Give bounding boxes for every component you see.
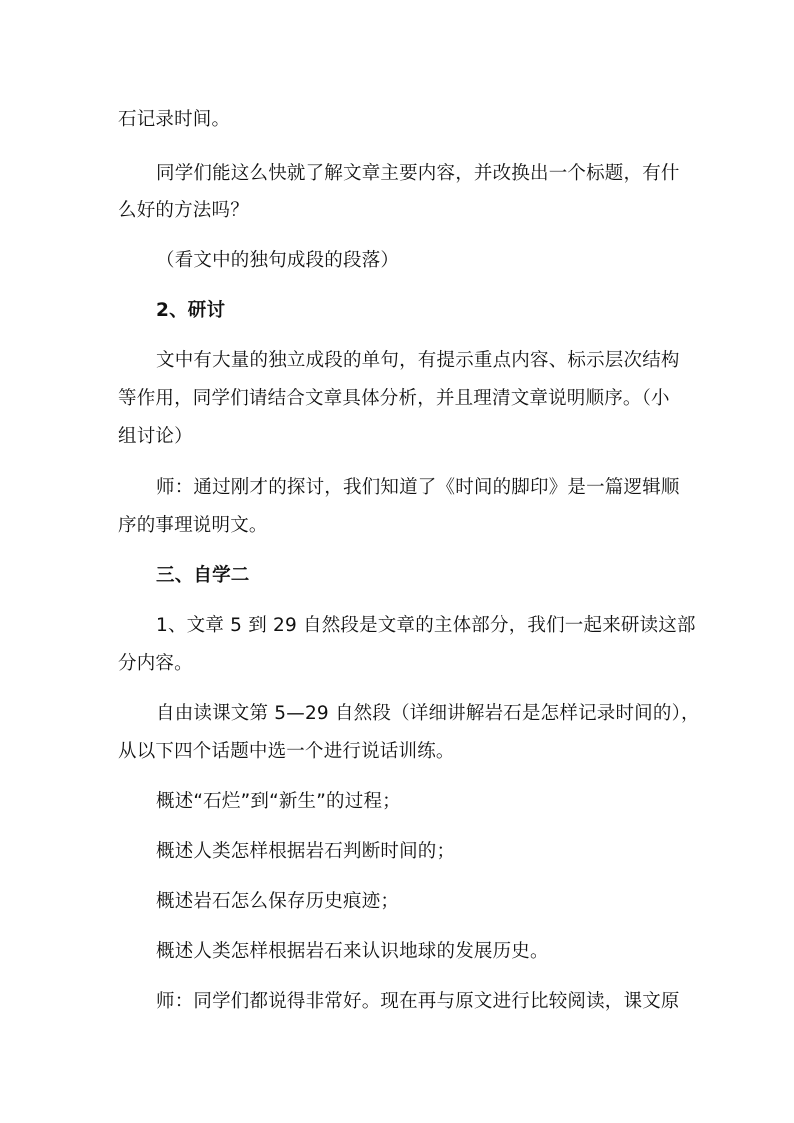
- list-item: 概述岩石怎么保存历史痕迹；: [156, 891, 400, 912]
- text-line: 序的事理说明文。: [118, 515, 268, 536]
- list-item: 概述人类怎样根据岩石判断时间的；: [156, 841, 456, 862]
- text-line: 自由读课文第 5—29 自然段（详细讲解岩石是怎样记录时间的），: [156, 703, 700, 724]
- list-item: 概述人类怎样根据岩石来认识地球的发展历史。: [156, 941, 549, 962]
- text-line: 组讨论）: [118, 426, 193, 447]
- text-line: 文中有大量的独立成段的单句，有提示重点内容、标示层次结构: [156, 350, 680, 371]
- text-line: （看文中的独句成段的段落）: [156, 250, 400, 271]
- text-line: 分内容。: [118, 653, 193, 674]
- text-line: 师：同学们都说得非常好。现在再与原文进行比较阅读，课文原: [156, 991, 680, 1012]
- text-line: 同学们能这么快就了解文章主要内容，并改换出一个标题，有什: [156, 163, 680, 184]
- text-line: 么好的方法吗？: [118, 200, 249, 221]
- text-line: 从以下四个话题中选一个进行说话训练。: [118, 741, 455, 762]
- text-line: 等作用，同学们请结合文章具体分析，并且理清文章说明顺序。（小: [118, 388, 670, 409]
- list-item: 概述“石烂”到“新生”的过程；: [156, 791, 401, 812]
- text-line: 师：通过刚才的探讨，我们知道了《时间的脚印》是一篇逻辑顺: [156, 477, 680, 498]
- text-line: 石记录时间。: [118, 109, 231, 130]
- section-subheading: 2、研讨: [156, 300, 226, 321]
- section-heading: 三、自学二: [156, 565, 250, 586]
- text-line: 1、文章 5 到 29 自然段是文章的主体部分，我们一起来研读这部: [156, 615, 696, 636]
